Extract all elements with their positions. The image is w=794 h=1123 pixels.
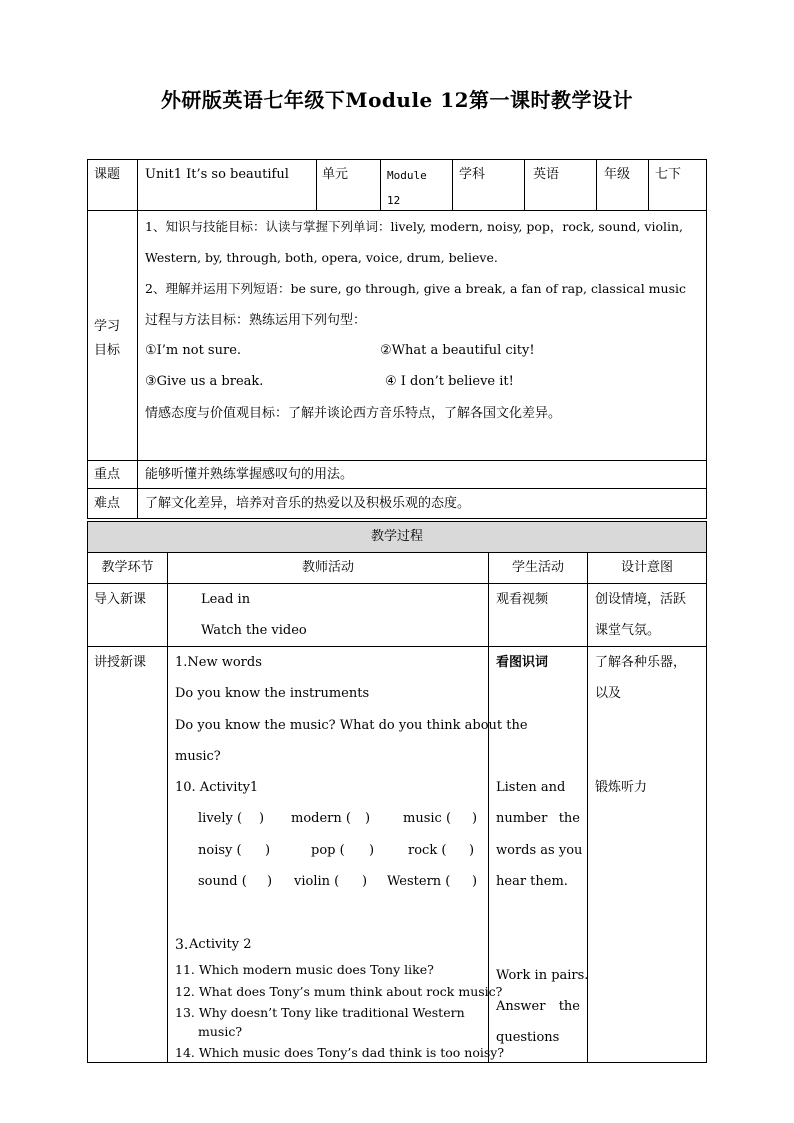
word-item: music (: [403, 811, 452, 826]
activity-title: Activity 2: [189, 937, 252, 952]
word-item: noisy (: [198, 843, 242, 858]
unit-value: 12: [387, 194, 401, 207]
objective-line: 2、理解并运用下列短语：be sure, go through, give a break, a fan of rap, classical music: [145, 281, 686, 296]
column-header: 学生活动: [511, 560, 564, 575]
sentence-pattern: ④ I don’t believe it!: [385, 374, 514, 389]
word-item: ): [267, 874, 273, 889]
word-item: rock (: [408, 843, 447, 858]
teacher-activity: Lead in: [201, 592, 251, 607]
design-intent: 以及: [595, 686, 622, 701]
col-divider: [596, 159, 597, 211]
topic-value: Unit1 It’s so beautiful: [145, 167, 289, 182]
question: 14. Which music does Tony’s dad think is too noisy?: [175, 1045, 505, 1060]
student-activity: Answer the: [496, 999, 580, 1014]
question: 13. Why doesn’t Tony like traditional Western: [175, 1005, 465, 1020]
col-divider: [380, 159, 381, 211]
process-header: 教学过程: [370, 529, 423, 544]
unit-label: 单元: [322, 167, 349, 182]
key-point-value: 能够听懂并熟练掌握感叹句的用法。: [145, 467, 354, 482]
word-item: ): [365, 811, 371, 826]
objective-line: Western, by, through, both, opera, voice, drum, believe.: [145, 250, 498, 265]
word-item: ): [472, 811, 478, 826]
stage-label: 讲授新课: [94, 655, 147, 670]
word-item: Western (: [387, 874, 451, 889]
subject-label: 学科: [459, 167, 486, 182]
objectives-label: 学习: [94, 319, 121, 334]
column-header: 设计意图: [620, 560, 673, 575]
column-header: 教师活动: [301, 560, 354, 575]
row-divider: [87, 646, 707, 647]
teacher-activity: Watch the video: [201, 623, 307, 638]
student-activity: Work in pairs.: [496, 968, 589, 983]
question: 11. Which modern music does Tony like?: [175, 962, 434, 977]
row-divider: [87, 210, 707, 211]
student-activity: hear them.: [496, 874, 568, 889]
row-divider: [87, 518, 707, 519]
teacher-activity: music?: [175, 749, 221, 764]
col-divider: [316, 159, 317, 211]
question: music?: [198, 1024, 243, 1039]
sentence-pattern: ③Give us a break.: [145, 374, 264, 389]
word-item: modern (: [291, 811, 351, 826]
design-intent: 了解各种乐器，: [595, 655, 687, 670]
word-item: ): [472, 874, 478, 889]
table-border-bottom: [87, 1062, 707, 1063]
design-intent: 创设情境，活跃: [595, 592, 687, 607]
sentence-pattern: ①I’m not sure.: [145, 343, 242, 358]
word-item: ): [469, 843, 475, 858]
col-divider: [452, 159, 453, 211]
word-item: violin (: [294, 874, 340, 889]
activity-title: 10. Activity1: [175, 780, 259, 795]
objective-line: 过程与方法目标：熟练运用下列句型：: [145, 313, 367, 328]
unit-value: Module: [387, 169, 427, 182]
col-divider: [648, 159, 649, 211]
difficulty-label: 难点: [94, 496, 121, 511]
word-item: ): [265, 843, 271, 858]
word-item: ): [362, 874, 368, 889]
student-activity: [496, 780, 580, 796]
objective-line: 1、知识与技能目标：认读与掌握下列单词：lively, modern, noisy, pop，rock, sound, violin,: [145, 219, 683, 234]
table-border-right: [706, 521, 707, 1063]
activity-number: 3.: [175, 937, 189, 953]
objectives-label: 目标: [94, 343, 121, 358]
student-activity-text: Listen and: [496, 780, 566, 795]
design-intent: 课堂气氛。: [595, 623, 661, 638]
question: 12. What does Tony’s mum think about rock music?: [175, 984, 503, 999]
grade-value: 七下: [655, 167, 682, 182]
key-point-label: 重点: [94, 467, 121, 482]
table-border-left: [87, 159, 88, 519]
col-divider: [524, 159, 525, 211]
student-activity: number the: [496, 811, 580, 826]
row-divider: [87, 552, 707, 553]
topic-label: 课题: [94, 167, 121, 182]
word-item: sound (: [198, 874, 247, 889]
table-border-right: [706, 159, 707, 519]
student-activity: 观看视频: [496, 592, 549, 607]
grade-label: 年级: [604, 167, 631, 182]
stage-label: 导入新课: [94, 592, 147, 607]
row-divider: [87, 583, 707, 584]
table-border-top: [87, 159, 707, 160]
col-divider: [137, 159, 138, 519]
table-border-top: [87, 521, 707, 522]
design-intent: 锻炼听力: [595, 780, 648, 795]
teacher-activity: Do you know the music? What do you think about the: [175, 718, 528, 733]
col-divider: [167, 552, 168, 1063]
sentence-pattern: ②What a beautiful city!: [380, 343, 535, 358]
row-divider: [87, 488, 707, 489]
word-item: lively (: [198, 811, 243, 826]
student-activity: 看图识词: [496, 655, 549, 670]
student-activity: words as you: [496, 843, 583, 858]
table-border-left: [87, 521, 88, 1063]
objective-line: 情感态度与价值观目标：了解并谈论西方音乐特点，了解各国文化差异。: [145, 406, 562, 421]
subject-value: 英语: [533, 167, 560, 182]
difficulty-value: 了解文化差异，培养对音乐的热爱以及积极乐观的态度。: [145, 496, 471, 511]
row-divider: [87, 460, 707, 461]
word-item: ): [259, 811, 265, 826]
col-divider: [587, 552, 588, 1063]
column-header: 教学环节: [101, 560, 154, 575]
word-item: pop (: [311, 843, 345, 858]
word-item: ): [369, 843, 375, 858]
student-activity: questions: [496, 1030, 560, 1045]
teacher-activity: 1.New words: [175, 655, 262, 670]
teacher-activity: Do you know the instruments: [175, 686, 370, 701]
page-title: 外研版英语七年级下Module 12第一课时教学设计: [160, 88, 634, 112]
